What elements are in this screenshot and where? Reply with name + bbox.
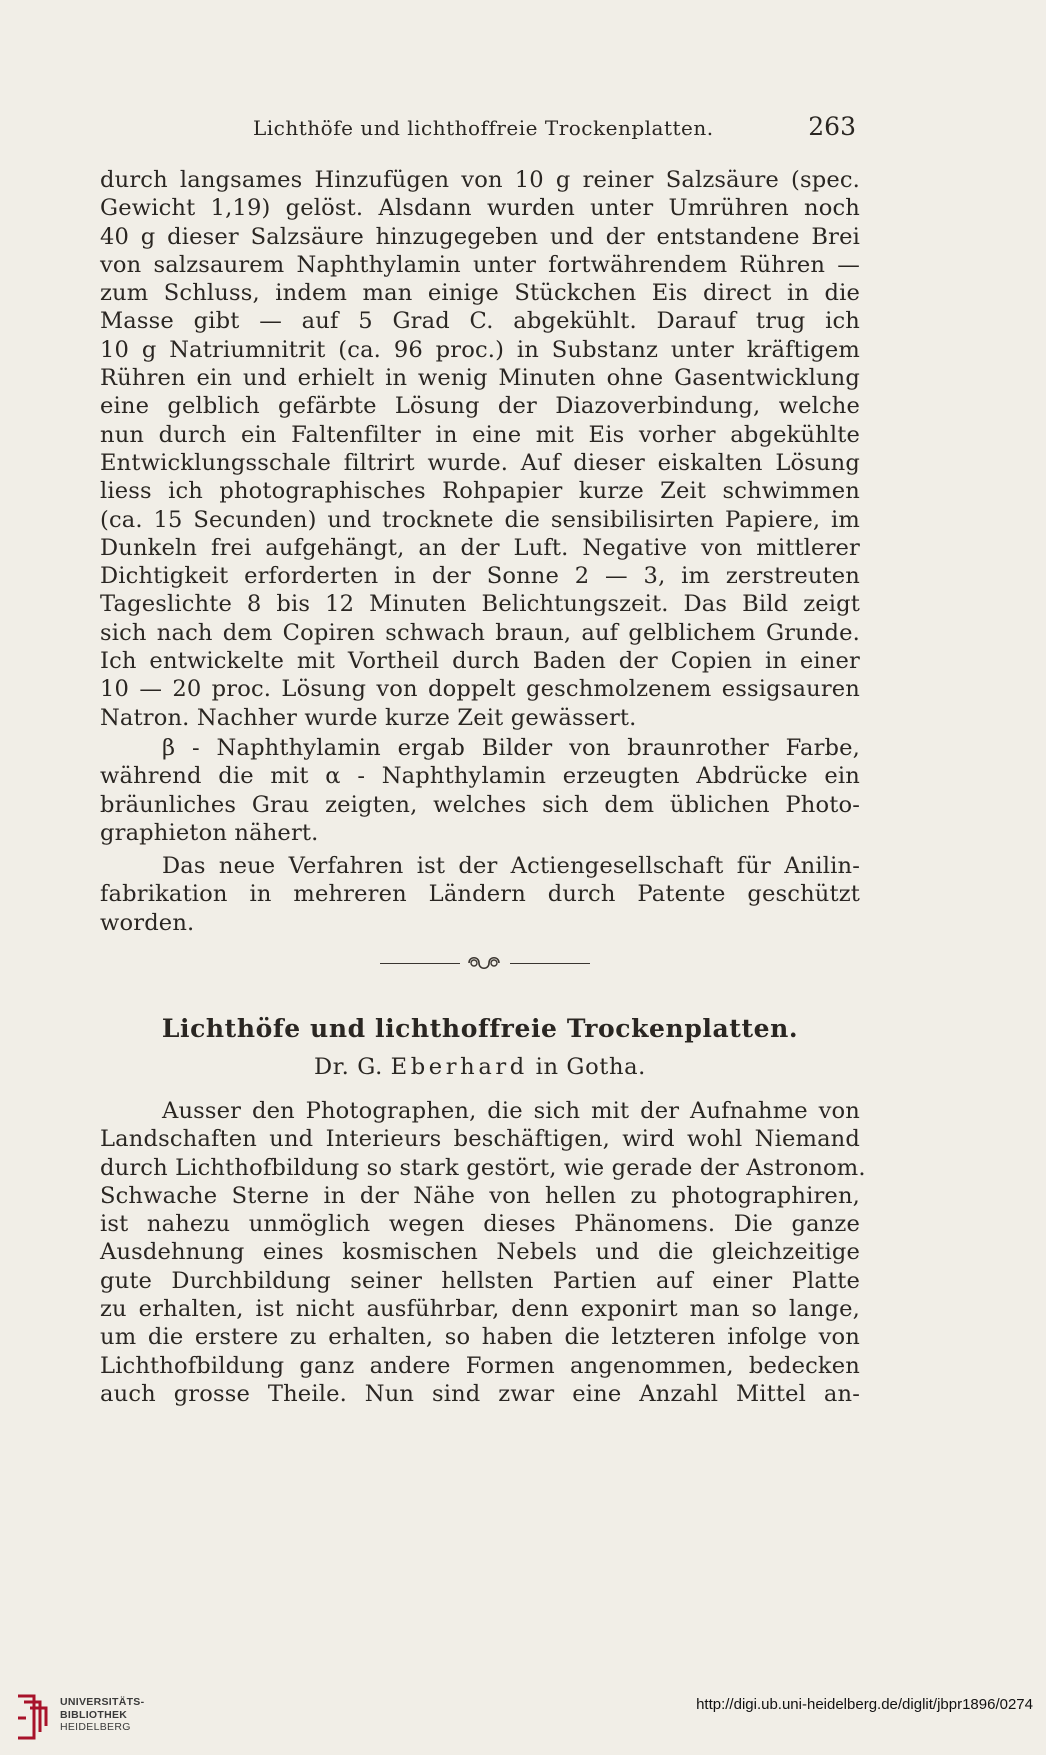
text-line: Dichtigkeit erforderten in der Sonne 2 — 3, im zerstreuten (100, 563, 860, 590)
text-line: durch langsames Hinzufügen von 10 g reiner Salzsäure (spec. (100, 167, 860, 193)
library-logo[interactable] (12, 1688, 172, 1744)
source-url-link[interactable]: http://digi.ub.uni-heidelberg.de/diglit/jbpr1896/0274 (696, 1696, 1033, 1713)
flourish-icon (465, 952, 505, 974)
text-line: Gewicht 1,19) gelöst. Alsdann wurden unter Umrühren noch (100, 195, 860, 222)
text-line: eine gelblich gefärbte Lösung der Diazoverbindung, welche (100, 393, 860, 420)
text-line: Landschaften und Interieurs beschäftigen, wird wohl Niemand (100, 1126, 860, 1153)
text-line: sich nach dem Copiren schwach braun, auf gelblichem Grunde. (100, 619, 860, 646)
paragraph-2 (100, 734, 860, 847)
text-line: liess ich photographisches Rohpapier kurze Zeit schwimmen (100, 478, 860, 505)
footer-bar (0, 1680, 1046, 1755)
text-line: nun durch ein Faltenfilter in eine mit Eis vorher abgekühlte (100, 421, 860, 448)
text-line: Rühren ein und erhielt in wenig Minuten ohne Gasentwicklung (100, 365, 860, 392)
text-line: während die mit α - Naphthylamin erzeugten Abdrücke ein (100, 763, 860, 790)
author-name: Eberhard (390, 1054, 528, 1080)
page-number: 263 (808, 112, 856, 141)
text-line: 10 g Natriumnitrit (ca. 96 proc.) in Substanz unter kräftigem (100, 336, 860, 363)
text-line: 10 — 20 proc. Lösung von doppelt geschmolzenem essigsauren (100, 676, 860, 703)
text-line: Ich entwickelte mit Vortheil durch Baden der Copien in einer (100, 648, 860, 675)
text-line: zum Schluss, indem man einige Stückchen Eis direct in die (100, 280, 860, 307)
text-line: graphieton nähert. (100, 819, 319, 846)
text-line: gute Durchbildung seiner hellsten Partien auf einer Platte (100, 1267, 860, 1294)
text-line: um die erstere zu erhalten, so haben die letzteren infolge von (100, 1324, 860, 1351)
text-line: Masse gibt — auf 5 Grad C. abgekühlt. Darauf trug ich (100, 308, 860, 335)
text-line: bräunliches Grau zeigten, welches sich dem üblichen Photo- (100, 791, 860, 818)
text-line: Ausdehnung eines kosmischen Nebels und die gleichzeitige (100, 1239, 860, 1266)
running-head-title: Lichthöfe und lichthoffreie Trockenplatten. (253, 116, 714, 140)
text-line: Ausser den Photographen, die sich mit der Aufnahme von (162, 1098, 860, 1124)
divider-rule-left (380, 963, 460, 964)
section-divider-ornament (380, 950, 590, 976)
paragraph-4 (100, 1097, 866, 1408)
logo-line-3: HEIDELBERG (60, 1721, 131, 1733)
author-suffix: in Gotha. (535, 1054, 646, 1080)
article-author (100, 1054, 860, 1080)
text-line: worden. (100, 909, 195, 936)
text-line: Natron. Nachher wurde kurze Zeit gewässert. (100, 704, 637, 731)
text-line: Entwicklungsschale filtrirt wurde. Auf dieser eiskalten Lösung (100, 449, 860, 476)
library-logo-icon (12, 1688, 56, 1744)
running-head (100, 112, 860, 142)
library-logo-text (60, 1696, 144, 1734)
text-line: Lichthofbildung ganz andere Formen angenommen, bedecken (100, 1352, 860, 1379)
text-line: β - Naphthylamin ergab Bilder von braunrother Farbe, (162, 735, 860, 761)
logo-line-1: UNIVERSITÄTS- (60, 1696, 145, 1708)
article-title: Lichthöfe und lichthoffreie Trockenplatten. (161, 1014, 799, 1043)
text-line: durch Lichthofbildung so stark gestört, wie gerade der Astronom. (100, 1154, 866, 1181)
text-line: Das neue Verfahren ist der Actiengesellschaft für Anilin- (162, 853, 860, 879)
text-line: Dunkeln frei aufgehängt, an der Luft. Negative von mittlerer (100, 534, 860, 561)
text-line: Schwache Sterne in der Nähe von hellen zu photographiren, (100, 1182, 860, 1209)
text-line: zu erhalten, ist nicht ausführbar, denn exponirt man so lange, (100, 1296, 860, 1323)
divider-rule-right (510, 963, 590, 964)
text-line: 40 g dieser Salzsäure hinzugegeben und der entstandene Brei (100, 223, 860, 250)
text-line: (ca. 15 Secunden) und trocknete die sensibilisirten Papiere, im (100, 506, 860, 533)
text-line: auch grosse Theile. Nun sind zwar eine Anzahl Mittel an- (100, 1380, 860, 1407)
text-line: Tageslichte 8 bis 12 Minuten Belichtungszeit. Das Bild zeigt (100, 591, 860, 618)
author-prefix: Dr. G. (314, 1054, 383, 1080)
logo-line-2: BIBLIOTHEK (60, 1708, 128, 1721)
text-line: ist nahezu unmöglich wegen dieses Phänomens. Die ganze (100, 1211, 860, 1238)
paragraph-3 (100, 852, 860, 937)
paragraph-1 (100, 166, 860, 732)
text-line: von salzsaurem Naphthylamin unter fortwährendem Rühren — (100, 251, 860, 278)
text-line: fabrikation in mehreren Ländern durch Patente geschützt (100, 881, 860, 908)
